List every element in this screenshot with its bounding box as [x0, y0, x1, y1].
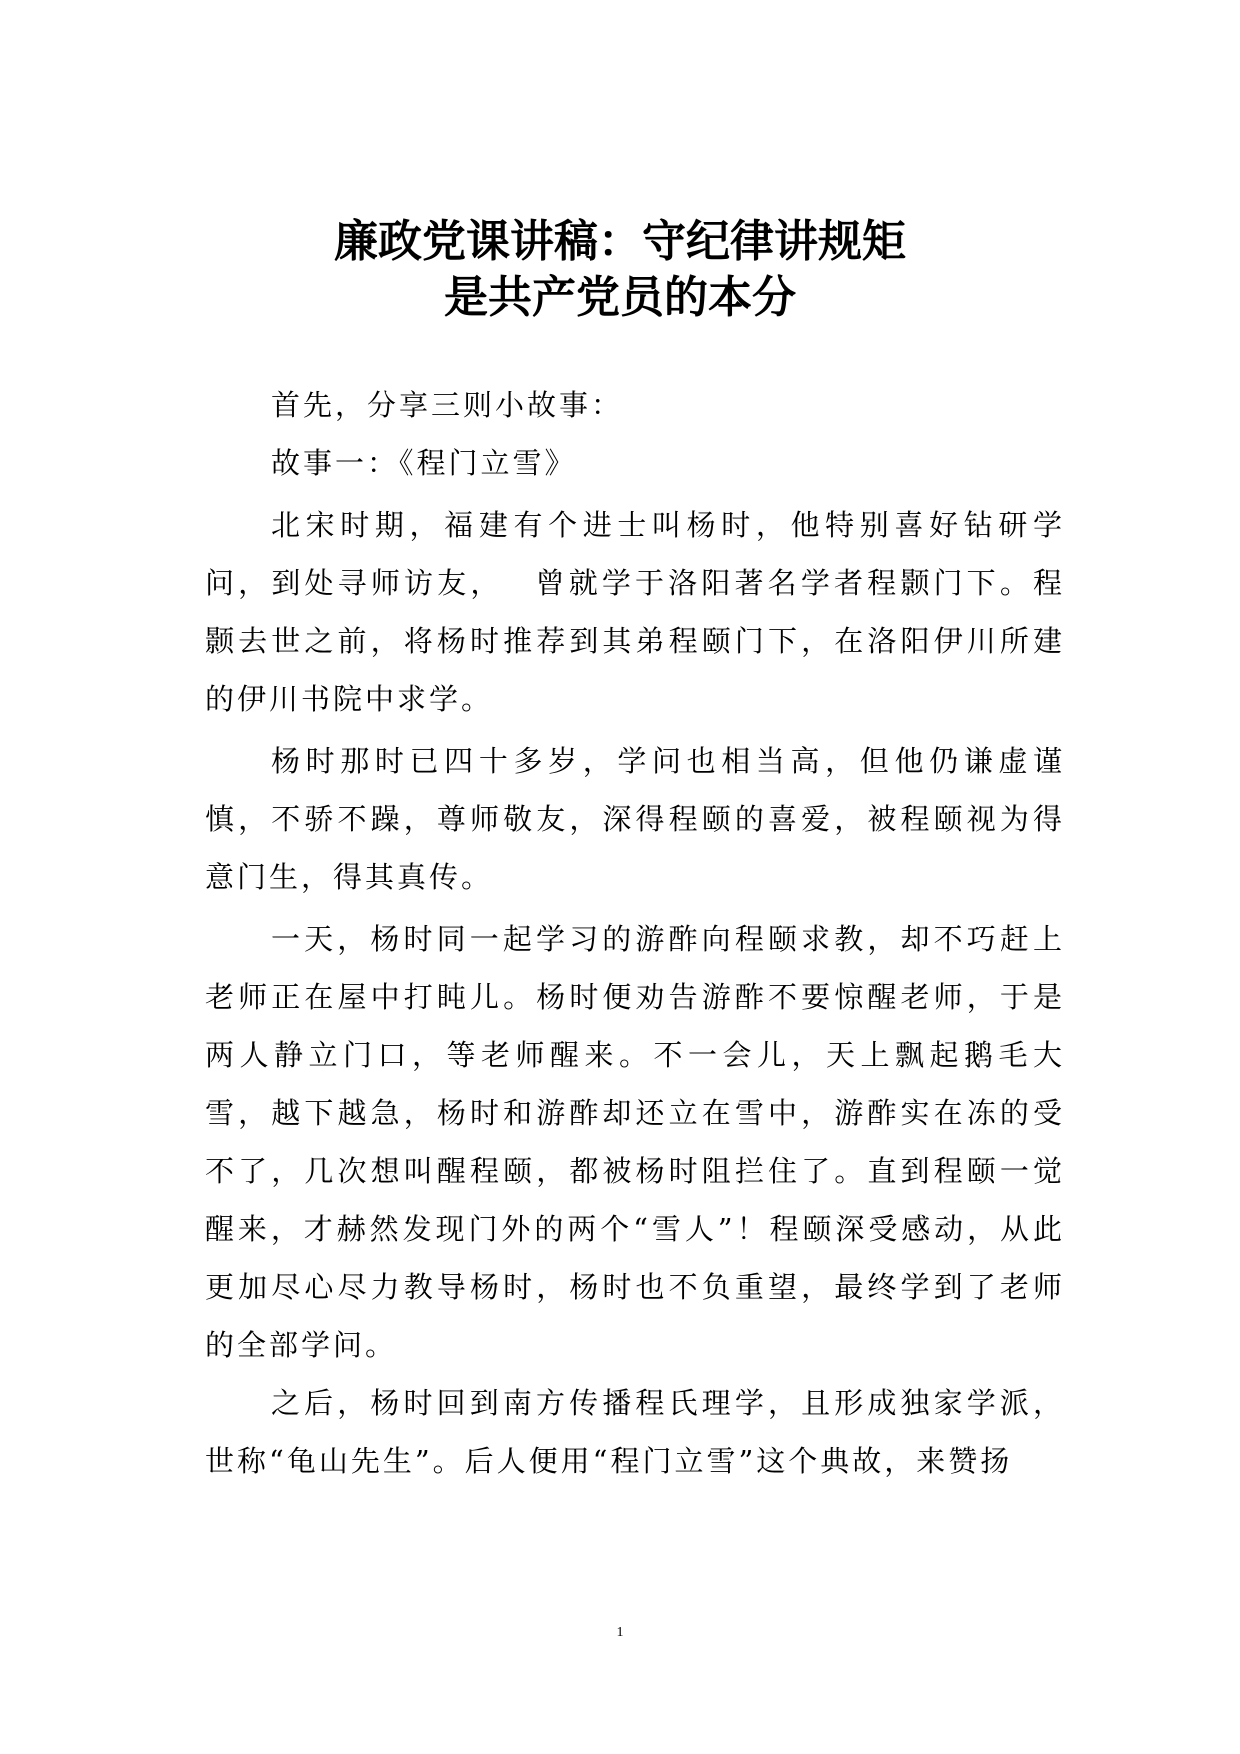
title-line-1: 廉政党课讲稿：守纪律讲规矩: [334, 216, 906, 267]
title-line-2: 是共产党员的本分: [444, 272, 796, 323]
paragraph-intro: 首先，分享三则小故事：: [271, 388, 624, 422]
paragraph-4: 之后，杨时回到南方传播程氏理学，且形成独家学派，世称“龟山先生”。后人便用“程门立雪”这个典故，来赞扬: [205, 1386, 1065, 1478]
document-title: [0, 214, 1240, 326]
paragraph-2: 杨时那时已四十多岁，学问也相当高，但他仍谦虚谨慎，不骄不躁，尊师敬友，深得程颐的喜爱，被程颐视为得意门生，得其真传。: [205, 744, 1065, 894]
paragraph-3: 一天，杨时同一起学习的游酢向程颐求教，却不巧赶上老师正在屋中打盹儿。杨时便劝告游酢不要惊醒老师，于是两人静立门口，等老师醒来。不一会儿，天上飘起鹅毛大雪，越下越急，杨时和游酢却还立在雪中，游酢实在冻的受不了，几次想叫醒程颐，都被杨时阻拦住了。直到程颐一觉醒来，才赫然发现门外的两个“雪人”！程颐深受感动，从此更加尽心尽力教导杨时，杨时也不负重望，最终学到了老师的全部学问。: [205, 922, 1065, 1362]
paragraph-story-heading: 故事一：《程门立雪》: [271, 446, 577, 480]
page-number: 1: [616, 1625, 624, 1640]
paragraph-1: 北宋时期，福建有个进士叫杨时，他特别喜好钻研学问，到处寻师访友， 曾就学于洛阳著名学者程颢门下。程颢去世之前，将杨时推荐到其弟程颐门下，在洛阳伊川所建的伊川书院中求学。: [205, 508, 1065, 716]
document-body: [205, 376, 1065, 1490]
